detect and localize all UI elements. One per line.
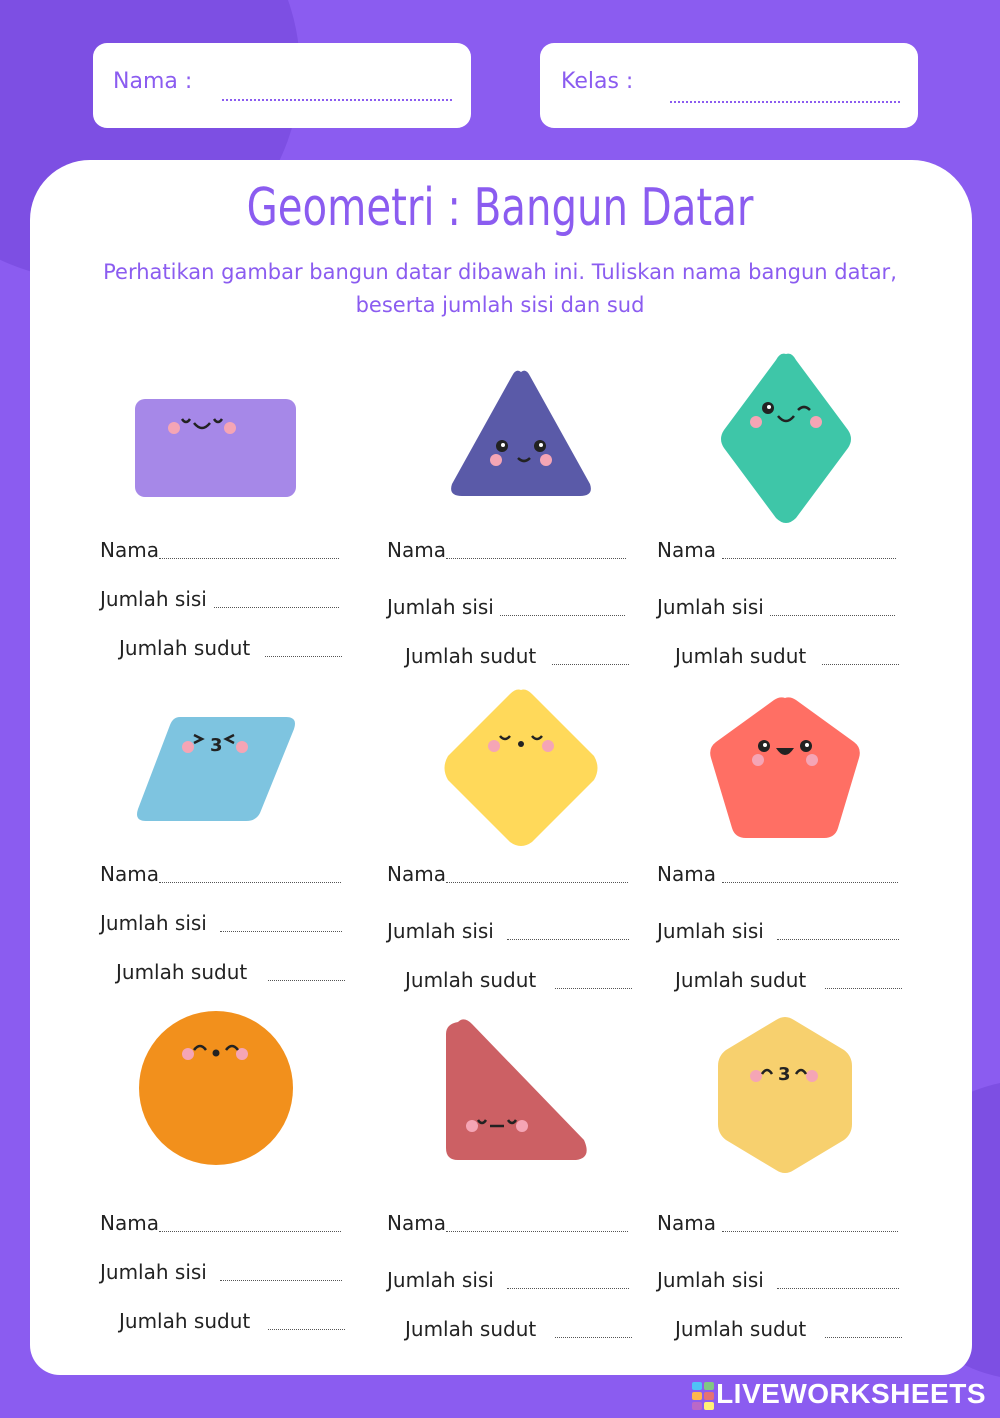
jumlah-sudut-label: Jumlah sudut bbox=[675, 968, 807, 992]
nama-answer-line[interactable] bbox=[722, 882, 898, 883]
instruction-text: Perhatikan gambar bangun datar dibawah ini. Tuliskan nama bangun datar, beserta jumlah sisi dan sud bbox=[103, 260, 897, 317]
nama-answer-line[interactable] bbox=[159, 558, 339, 559]
class-input-line[interactable] bbox=[670, 101, 900, 103]
nama-label: Nama bbox=[387, 1211, 446, 1235]
nama-answer-line[interactable] bbox=[446, 1231, 628, 1232]
jumlah-sisi-label: Jumlah sisi bbox=[100, 587, 207, 611]
class-label: Kelas : bbox=[561, 69, 634, 94]
jumlah-sudut-label: Jumlah sudut bbox=[116, 960, 248, 984]
pentagon-icon bbox=[704, 692, 866, 844]
triangle-icon bbox=[446, 366, 596, 500]
jumlah-sisi-answer-line[interactable] bbox=[777, 939, 899, 940]
jumlah-sudut-label: Jumlah sudut bbox=[119, 636, 251, 660]
parallelogram-icon bbox=[132, 713, 300, 825]
jumlah-sisi-label: Jumlah sisi bbox=[387, 595, 494, 619]
jumlah-sisi-label: Jumlah sisi bbox=[387, 1268, 494, 1292]
jumlah-sisi-label: Jumlah sisi bbox=[657, 1268, 764, 1292]
jumlah-sisi-answer-line[interactable] bbox=[507, 1288, 629, 1289]
liveworksheets-logo-icon bbox=[692, 1382, 714, 1410]
nama-answer-line[interactable] bbox=[722, 558, 896, 559]
nama-answer-line[interactable] bbox=[159, 882, 341, 883]
nama-label: Nama bbox=[657, 1211, 716, 1235]
jumlah-sudut-answer-line[interactable] bbox=[268, 1329, 345, 1330]
jumlah-sisi-label: Jumlah sisi bbox=[100, 1260, 207, 1284]
jumlah-sisi-label: Jumlah sisi bbox=[657, 595, 764, 619]
name-input-line[interactable] bbox=[222, 99, 452, 101]
jumlah-sudut-answer-line[interactable] bbox=[825, 1337, 902, 1338]
jumlah-sisi-answer-line[interactable] bbox=[500, 615, 625, 616]
nama-answer-line[interactable] bbox=[446, 558, 626, 559]
jumlah-sudut-answer-line[interactable] bbox=[555, 1337, 632, 1338]
footer-brand[interactable]: LIVEWORKSHEETS bbox=[716, 1378, 986, 1409]
jumlah-sisi-answer-line[interactable] bbox=[507, 939, 629, 940]
jumlah-sudut-answer-line[interactable] bbox=[825, 988, 902, 989]
nama-label: Nama bbox=[657, 538, 716, 562]
right-triangle-icon bbox=[444, 1016, 592, 1164]
jumlah-sisi-label: Jumlah sisi bbox=[387, 919, 494, 943]
jumlah-sudut-answer-line[interactable] bbox=[555, 988, 632, 989]
jumlah-sudut-answer-line[interactable] bbox=[268, 980, 345, 981]
jumlah-sisi-answer-line[interactable] bbox=[214, 607, 339, 608]
nama-label: Nama bbox=[657, 862, 716, 886]
jumlah-sudut-answer-line[interactable] bbox=[822, 664, 899, 665]
jumlah-sisi-answer-line[interactable] bbox=[220, 1280, 342, 1281]
rhombus-icon bbox=[716, 350, 856, 528]
svg-text:3: 3 bbox=[210, 735, 223, 756]
hexagon-icon bbox=[714, 1014, 856, 1176]
jumlah-sisi-label: Jumlah sisi bbox=[100, 911, 207, 935]
jumlah-sudut-label: Jumlah sudut bbox=[119, 1309, 251, 1333]
jumlah-sudut-answer-line[interactable] bbox=[552, 664, 629, 665]
circle-icon bbox=[136, 1008, 296, 1168]
nama-answer-line[interactable] bbox=[159, 1231, 341, 1232]
jumlah-sisi-answer-line[interactable] bbox=[777, 1288, 899, 1289]
jumlah-sudut-answer-line[interactable] bbox=[265, 656, 342, 657]
page-title: Geometri : Bangun Datar bbox=[246, 178, 754, 238]
nama-label: Nama bbox=[387, 538, 446, 562]
jumlah-sisi-answer-line[interactable] bbox=[220, 931, 342, 932]
name-label: Nama : bbox=[113, 69, 193, 94]
nama-answer-line[interactable] bbox=[722, 1231, 898, 1232]
svg-text:3: 3 bbox=[778, 1064, 791, 1085]
nama-label: Nama bbox=[100, 1211, 159, 1235]
jumlah-sisi-label: Jumlah sisi bbox=[657, 919, 764, 943]
jumlah-sudut-label: Jumlah sudut bbox=[675, 644, 807, 668]
nama-label: Nama bbox=[387, 862, 446, 886]
nama-label: Nama bbox=[100, 862, 159, 886]
jumlah-sudut-label: Jumlah sudut bbox=[405, 644, 537, 668]
jumlah-sudut-label: Jumlah sudut bbox=[405, 1317, 537, 1341]
nama-label: Nama bbox=[100, 538, 159, 562]
nama-answer-line[interactable] bbox=[446, 882, 628, 883]
rectangle-icon bbox=[130, 395, 300, 501]
jumlah-sudut-label: Jumlah sudut bbox=[675, 1317, 807, 1341]
square-icon bbox=[438, 686, 604, 850]
jumlah-sisi-answer-line[interactable] bbox=[770, 615, 895, 616]
jumlah-sudut-label: Jumlah sudut bbox=[405, 968, 537, 992]
